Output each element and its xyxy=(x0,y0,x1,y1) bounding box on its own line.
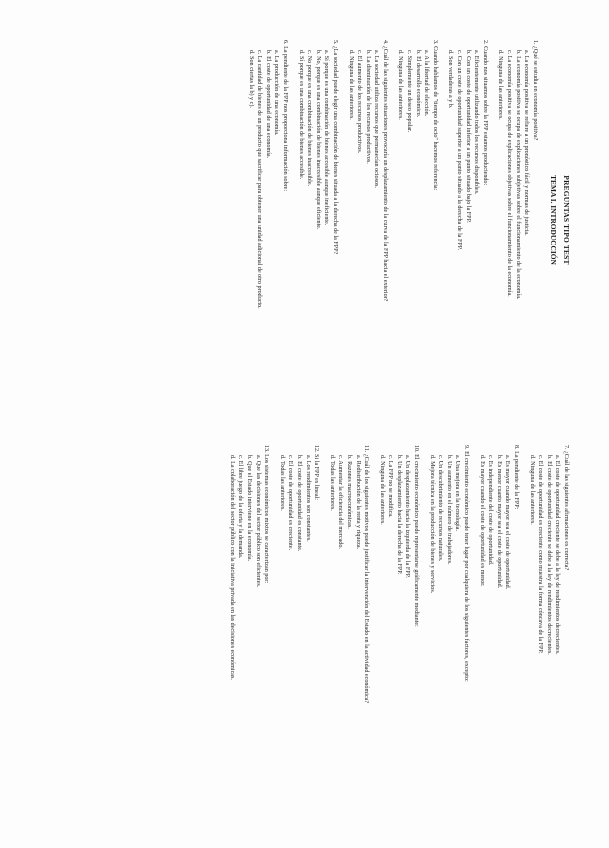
question xyxy=(327,445,370,805)
answer-option: c. Simplemente un deseo popular. xyxy=(406,50,413,133)
answer-option: a. Es mayor cuando mayor sea el coste de oportunidad. xyxy=(504,455,511,590)
answer-option: c. Es independiente del coste de oportunidad. xyxy=(487,455,494,566)
question-text: 11. ¿Cuál de los siguientes motivos puede justificar la intervención del Estado en la actividad económica? xyxy=(363,445,370,704)
question-text: 7. ¿Cuál de las siguientes afirmaciones es correcta? xyxy=(563,445,569,571)
answer-option: b. El coste de oportunidad de una economía. xyxy=(264,50,271,159)
answer-option: a. A la libertad de elección. xyxy=(423,50,430,117)
answer-option: c. La FPP no se modifica. xyxy=(387,455,394,518)
answer-option: d. Ninguna de las anteriores. xyxy=(347,50,354,120)
question-text: 5. ¿La sociedad puede elegir una combinación de bienes situada a la derecha de la FPP? xyxy=(331,40,338,255)
answer-option: c. No porque es una combinación de bienes inaccesible. xyxy=(306,50,313,187)
question xyxy=(427,445,470,805)
answer-option: a. La sociedad utiliza recursos que permanecían ociosos. xyxy=(373,50,380,188)
question xyxy=(527,445,570,805)
answer-option: c. Un descubrimiento de recursos naturales. xyxy=(437,455,444,562)
question-text: 10. El crecimiento económico puede representarse gráficamente mediante: xyxy=(413,445,420,627)
answer-option: c. La cantidad de bienes de un producto que sacrificar para obtener una unidad adicional de otro producto. xyxy=(256,50,263,309)
answer-option: b. La economía positiva se ocupa de explicaciones subjetivas sobre el funcionamiento de la economía. xyxy=(514,50,521,300)
question xyxy=(246,40,289,400)
answer-option: b. Un desplazamiento hacia la derecha de la FPP. xyxy=(395,455,402,575)
rotated-document xyxy=(30,40,570,820)
question-text: 4. ¿Cuál de las siguientes situaciones provocaría un desplazamiento de la curva de la FPP hacia el exterior? xyxy=(381,40,388,302)
page-subtitle: TEMA I. INTRODUCCIÓN xyxy=(549,175,559,265)
answer-option: d. Ninguna de las anteriores. xyxy=(497,50,504,120)
answer-option: a. Una mejora en la tecnología. xyxy=(454,455,461,531)
answer-option: b. Con un coste de oportunidad inferior a un punto situado bajo la FPP. xyxy=(464,50,471,223)
answer-option: c. El libre juego de la oferta y la demanda. xyxy=(237,455,244,559)
answer-option: d. Ninguna de las anteriores. xyxy=(397,50,404,120)
question-text: 9. El crecimiento económico puede tener lugar por cualquiera de los siguientes factores, excepto: xyxy=(463,445,470,682)
question-text: 13. Los sistemas económicos mixtos se caracterizan por: xyxy=(263,445,270,584)
question-text: 3. Cuando hablamos de "tiempo de ocio" hacemos referencia: xyxy=(431,40,438,191)
answer-option: a. La producción de una economía. xyxy=(273,50,280,136)
answer-option: c. El aumento de los recursos productivos. xyxy=(356,50,363,154)
answer-option: d. Todas las anteriores. xyxy=(328,455,335,511)
answer-option: d. Ninguna de las anteriores. xyxy=(378,455,385,525)
answer-option: c. Aumentar la eficiencia del mercado. xyxy=(337,455,344,549)
answer-option: a. El coste de oportunidad creciente se debe a la ley de rendimientos decrecientes. xyxy=(554,455,561,655)
answer-option: d. Mejora técnica en la producción de bienes y servicios. xyxy=(428,455,435,594)
answer-option: b. El coste de oportunidad es constante. xyxy=(295,455,302,552)
question xyxy=(396,40,439,400)
question-text: 12. Si la FPP es lineal: xyxy=(313,445,320,500)
left-column xyxy=(239,40,570,400)
question-text: 1. ¿Qué se estudia en economía positiva? xyxy=(531,40,538,141)
answer-option: a. Sí porque es una combinación de bienes accesible aunque ineficiente. xyxy=(323,50,330,226)
answer-option: d. Ninguna de las anteriores. xyxy=(528,455,535,525)
answer-option: a. Redistribución de la renta y riqueza. xyxy=(354,455,361,550)
answer-option: d. Son ciertas la b) y c). xyxy=(247,50,254,108)
question xyxy=(346,40,389,400)
answer-option: c. Con un coste de oportunidad superior a un punto situado a la derecha de la FPP. xyxy=(456,50,463,251)
answer-option: c. La economía positiva se ocupa de explicaciones objetivas sobre el funcionamiento de la economía. xyxy=(506,50,513,297)
question xyxy=(477,445,520,805)
answer-option: b. Un aumento en el número de trabajadores. xyxy=(445,455,452,565)
question xyxy=(296,40,339,400)
right-question-list xyxy=(227,445,570,805)
answer-option: b. No, porque es una combinación de bienes inaccesible aunque eficiente. xyxy=(314,50,321,230)
answer-option: a. Los rendimientos son constantes. xyxy=(304,455,311,542)
answer-option: a. Un desplazamiento hacia la izquierda de la FPP. xyxy=(404,455,411,578)
answer-option: c. El coste de oportunidad es creciente como muestra la forma cóncava de la FPP. xyxy=(537,455,544,654)
answer-option: c. El coste de oportunidad es creciente. xyxy=(287,455,294,551)
question-text: 6. La pendiente de la FPP nos proporciona información sobre: xyxy=(281,40,288,192)
answer-option: a. Eficientemente utilizando todos los recursos disponibles. xyxy=(473,50,480,195)
answer-option: d. Sí porque es una combinación de bienes accesible. xyxy=(297,50,304,180)
question xyxy=(377,445,420,805)
left-question-list xyxy=(246,40,539,400)
answer-option: d. Todas las anteriores. xyxy=(278,455,285,511)
answer-option: d. Es mayor cuando el coste de oportunidad es menor. xyxy=(478,455,485,587)
right-column xyxy=(220,445,570,805)
question xyxy=(227,445,270,805)
question xyxy=(277,445,320,805)
answer-option: d. Son verdaderas a y b. xyxy=(447,50,454,109)
page-title: PREGUNTAS TIPO TEST xyxy=(562,175,571,265)
question xyxy=(446,40,489,400)
question-text: 8. La pendiente de la FPP: xyxy=(513,445,520,510)
question-text: 2. Cuando nos situamos sobre la FPP estamos produciendo: xyxy=(481,40,488,186)
answer-option: d. La colaboración del sector público con la iniciativa privada en las decisiones económicas. xyxy=(228,455,235,680)
answer-option: a. Que las decisiones del sector público son eficientes. xyxy=(254,455,261,588)
question xyxy=(496,40,539,400)
answer-option: a. La economía positiva se refiere a un pronóstico fácil y normas de justicia. xyxy=(523,50,530,236)
answer-option: b. La disminución de los recursos productivos. xyxy=(364,50,371,164)
answer-option: b. Razones macroeconómicas. xyxy=(345,455,352,529)
answer-option: b. Que el Estado interviene en la economía. xyxy=(246,455,252,562)
answer-option: b. El desarrollo económico. xyxy=(414,50,421,118)
answer-option: b. El coste de oportunidad creciente se debe a la ley de rendimientos decrecientes. xyxy=(545,455,552,655)
answer-option: b. Es menor cuanto mayor sea el coste de oportunidad. xyxy=(495,455,502,589)
